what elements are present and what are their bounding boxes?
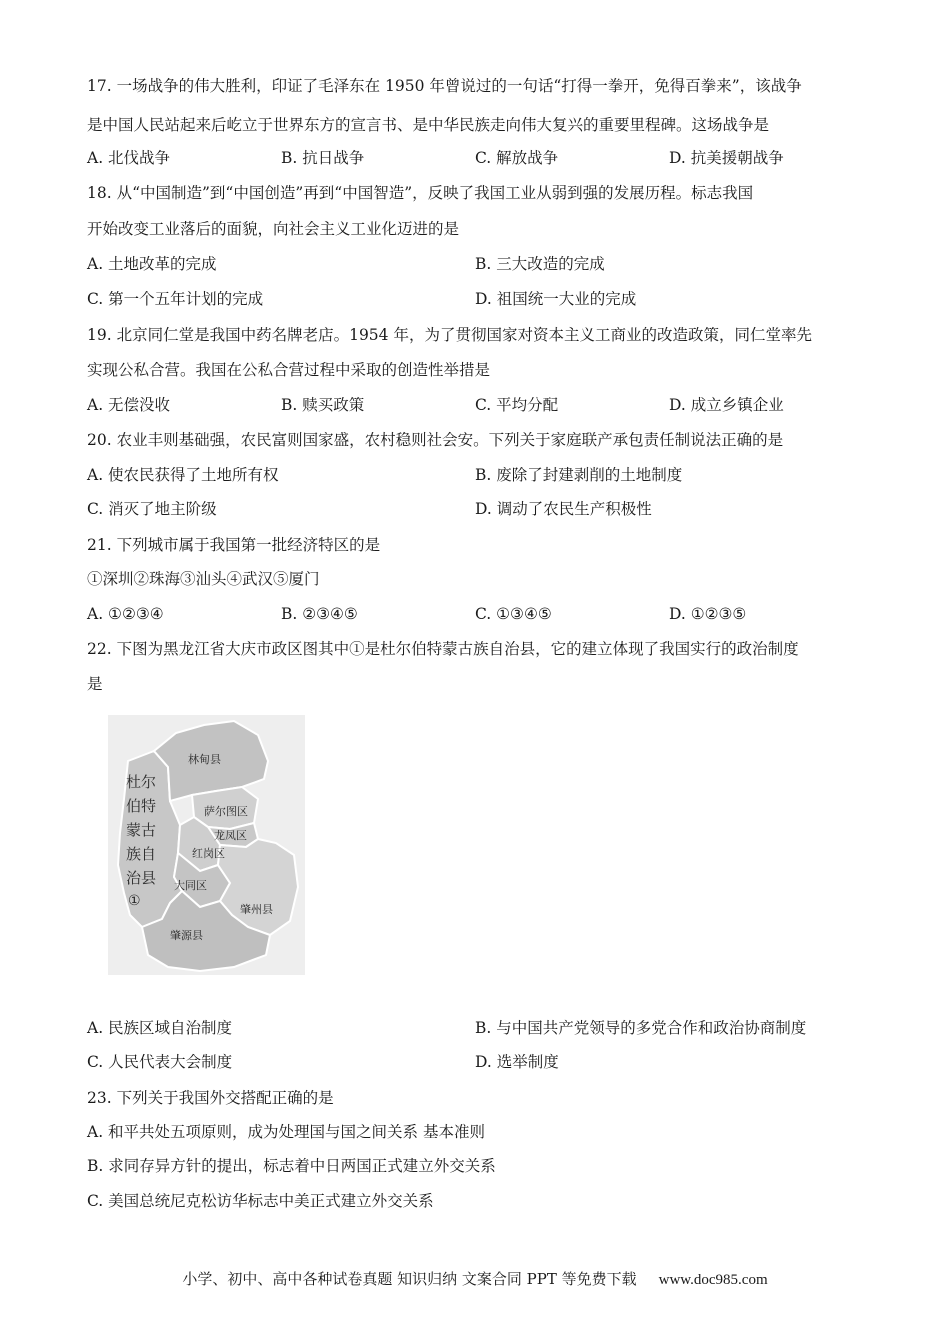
q17-stem-line1: 17. 一场战争的伟大胜利，印证了毛泽东在 1950 年曾说过的一句话“打得一拳开，免得百拳来”，该战争 bbox=[87, 77, 802, 95]
q17-option-d: D. 抗美援朝战争 bbox=[669, 149, 784, 167]
map-label-duerbote-5: 治县 bbox=[126, 869, 157, 887]
map-label-longfeng: 龙凤区 bbox=[214, 829, 247, 842]
q22-stem-line2: 是 bbox=[87, 675, 103, 693]
q20-option-a: A. 使农民获得了土地所有权 bbox=[87, 466, 279, 484]
map-label-duerbote-2: 伯特 bbox=[126, 797, 157, 815]
daqing-district-map bbox=[108, 715, 305, 975]
q18-option-a: A. 土地改革的完成 bbox=[87, 255, 217, 273]
q22-option-b: B. 与中国共产党领导的多党合作和政治协商制度 bbox=[475, 1019, 807, 1037]
q23-option-c: C. 美国总统尼克松访华标志中美正式建立外交关系 bbox=[87, 1192, 434, 1210]
q19-option-b: B. 赎买政策 bbox=[281, 396, 365, 414]
q21-stem-line2: ①深圳②珠海③汕头④武汉⑤厦门 bbox=[87, 570, 320, 588]
footer-text: 小学、初中、高中各种试卷真题 知识归纳 文案合同 PPT 等免费下载 bbox=[182, 1270, 637, 1288]
q18-stem-line1: 18. 从“中国制造”到“中国创造”再到“中国智造”，反映了我国工业从弱到强的发展历程。标志我国 bbox=[87, 184, 754, 202]
map-label-lindian: 林甸县 bbox=[188, 753, 221, 766]
q21-stem-line1: 21. 下列城市属于我国第一批经济特区的是 bbox=[87, 536, 381, 554]
q19-option-d: D. 成立乡镇企业 bbox=[669, 396, 784, 414]
q22-stem-line1: 22. 下图为黑龙江省大庆市政区图其中①是杜尔伯特蒙古族自治县，它的建立体现了我国实行的政治制度 bbox=[87, 640, 799, 658]
q18-option-d: D. 祖国统一大业的完成 bbox=[475, 290, 637, 308]
q23-option-b: B. 求同存异方针的提出，标志着中日两国正式建立外交关系 bbox=[87, 1157, 496, 1175]
map-label-duerbote-4: 族自 bbox=[126, 845, 157, 863]
q20-option-b: B. 废除了封建剥削的土地制度 bbox=[475, 466, 683, 484]
footer-url-link[interactable]: www.doc985.com bbox=[658, 1272, 768, 1288]
q19-option-a: A. 无偿没收 bbox=[87, 396, 171, 414]
map-label-duerbote-3: 蒙古 bbox=[126, 821, 157, 839]
q21-option-a: A. ①②③④ bbox=[87, 605, 164, 623]
q17-option-a: A. 北伐战争 bbox=[87, 149, 171, 167]
q22-option-a: A. 民族区域自治制度 bbox=[87, 1019, 233, 1037]
q21-option-d: D. ①②③⑤ bbox=[669, 605, 747, 623]
q22-option-c: C. 人民代表大会制度 bbox=[87, 1053, 233, 1071]
map-label-circled-one: ① bbox=[128, 893, 141, 909]
q20-option-d: D. 调动了农民生产积极性 bbox=[475, 500, 652, 518]
q21-option-c: C. ①③④⑤ bbox=[475, 605, 552, 623]
map-svg bbox=[108, 715, 305, 975]
map-label-datong: 大同区 bbox=[174, 879, 207, 892]
map-label-duerbote-1: 杜尔 bbox=[126, 773, 157, 791]
q18-stem-line2: 开始改变工业落后的面貌，向社会主义工业化迈进的是 bbox=[87, 220, 460, 238]
q17-option-b: B. 抗日战争 bbox=[281, 149, 365, 167]
q20-option-c: C. 消灭了地主阶级 bbox=[87, 500, 217, 518]
q18-option-b: B. 三大改造的完成 bbox=[475, 255, 605, 273]
q19-option-c: C. 平均分配 bbox=[475, 396, 559, 414]
q19-stem-line1: 19. 北京同仁堂是我国中药名牌老店。1954 年，为了贯彻国家对资本主义工商业的改造政策，同仁堂率先 bbox=[87, 326, 812, 344]
q23-stem-line1: 23. 下列关于我国外交搭配正确的是 bbox=[87, 1089, 334, 1107]
q19-stem-line2: 实现公私合营。我国在公私合营过程中采取的创造性举措是 bbox=[87, 361, 491, 379]
q23-option-a: A. 和平共处五项原则，成为处理国与国之间关系 基本准则 bbox=[87, 1123, 485, 1141]
q17-option-c: C. 解放战争 bbox=[475, 149, 559, 167]
q22-option-d: D. 选举制度 bbox=[475, 1053, 559, 1071]
map-label-saertu: 萨尔图区 bbox=[204, 805, 248, 818]
q20-stem-line1: 20. 农业丰则基础强，农民富则国家盛，农村稳则社会安。下列关于家庭联产承包责任制说法正确的是 bbox=[87, 431, 784, 449]
map-label-zhaozhou: 肇州县 bbox=[240, 903, 273, 916]
q17-stem-line2: 是中国人民站起来后屹立于世界东方的宣言书、是中华民族走向伟大复兴的重要里程碑。这场战争是 bbox=[87, 116, 770, 134]
page-footer bbox=[0, 1268, 950, 1289]
q18-option-c: C. 第一个五年计划的完成 bbox=[87, 290, 264, 308]
map-label-honggang: 红岗区 bbox=[192, 847, 225, 860]
map-label-zhaoyuan: 肇源县 bbox=[170, 929, 203, 942]
q21-option-b: B. ②③④⑤ bbox=[281, 605, 358, 623]
